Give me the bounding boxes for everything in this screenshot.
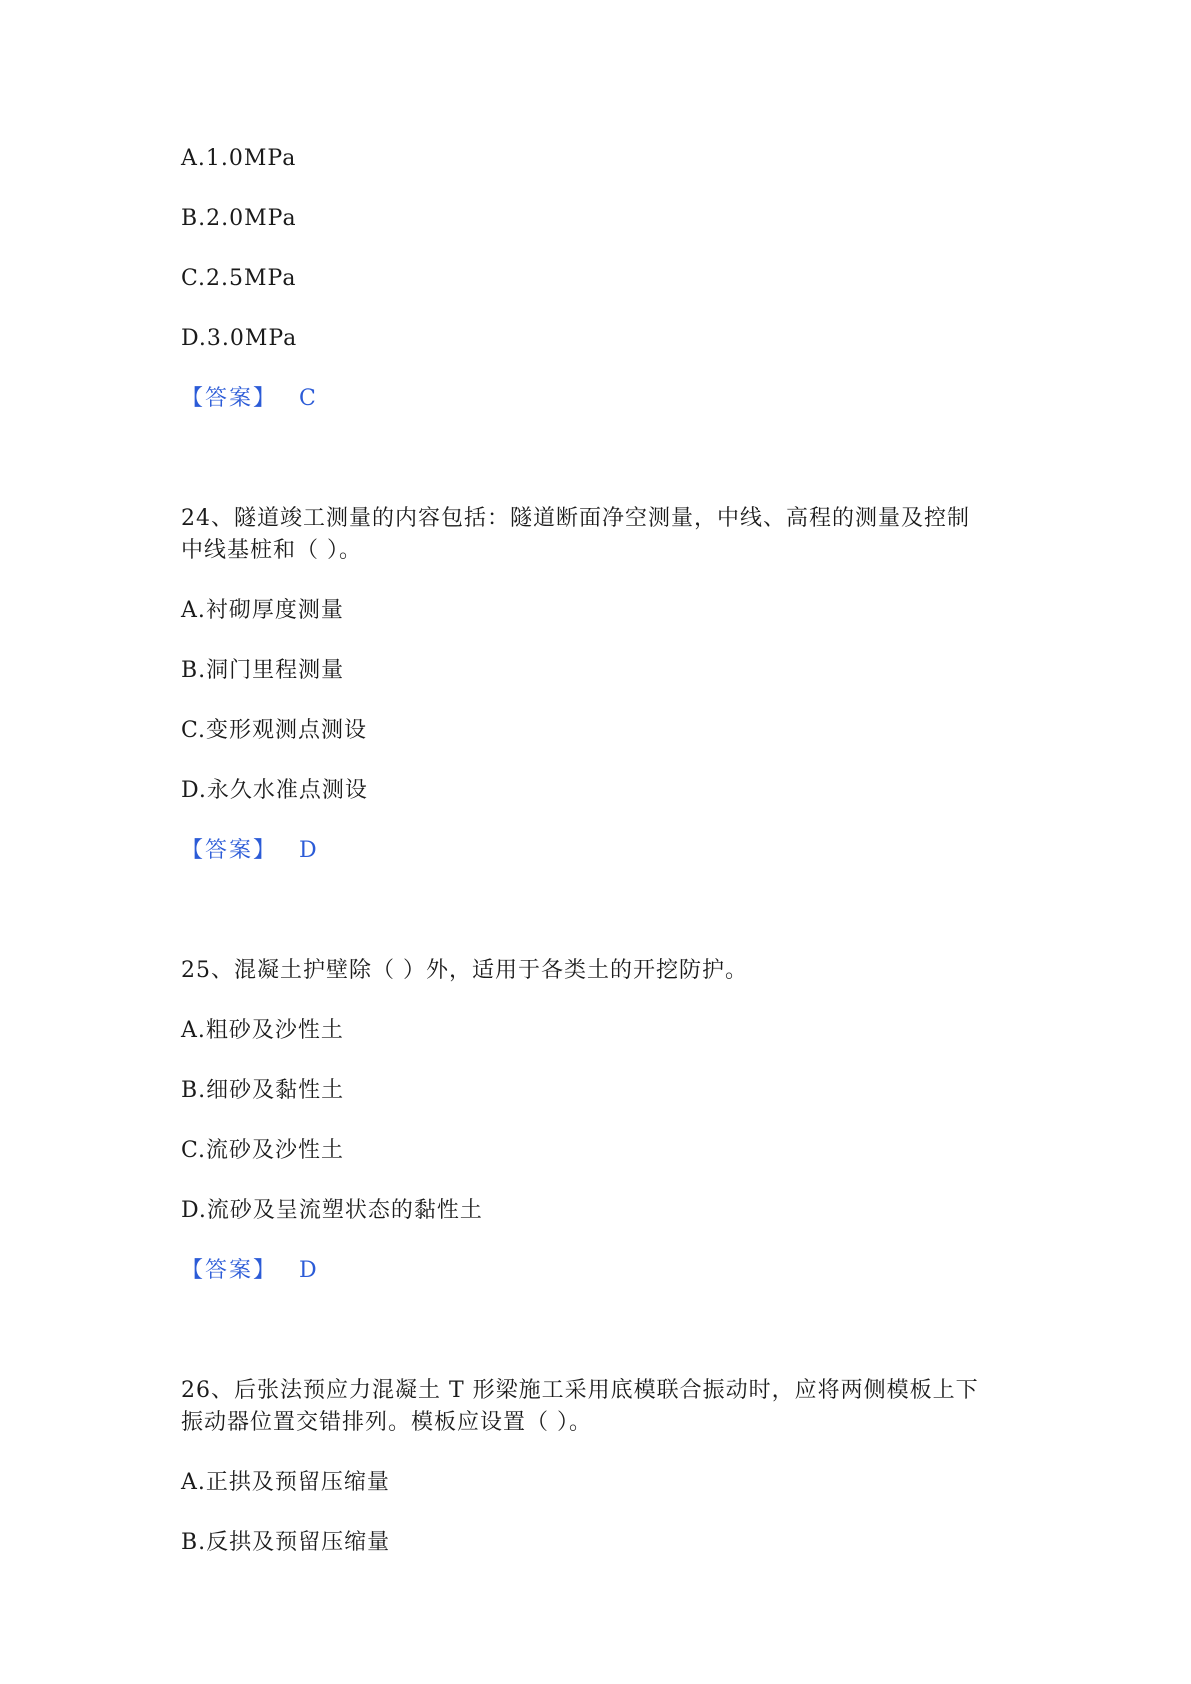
q23-answer: [181, 384, 316, 414]
q23-option-b: B.2.0MPa: [181, 206, 297, 231]
q24-option-c: C.变形观测点测设: [181, 718, 368, 743]
q23-answer-label: 【答案】: [181, 386, 278, 411]
q24-option-b: B.洞门里程测量: [181, 658, 345, 683]
q24-option-d: D.永久水准点测设: [181, 778, 368, 803]
q24-answer-value: D: [299, 838, 317, 863]
q24-stem-line1: 24、隧道竣工测量的内容包括：隧道断面净空测量，中线、高程的测量及控制: [181, 506, 970, 531]
q24-answer-label: 【答案】: [181, 838, 278, 863]
q25-answer: [181, 1256, 317, 1286]
q25-answer-label: 【答案】: [181, 1258, 278, 1283]
q24-answer: [181, 836, 317, 866]
q25-option-c: C.流砂及沙性土: [181, 1138, 345, 1163]
q25-answer-value: D: [299, 1258, 317, 1283]
q26-stem-line1: 26、后张法预应力混凝土 T 形梁施工采用底模联合振动时，应将两侧模板上下: [181, 1378, 979, 1403]
q26-option-b: B.反拱及预留压缩量: [181, 1530, 391, 1555]
q25-stem-line1: 25、混凝土护壁除（ ）外，适用于各类土的开挖防护。: [181, 958, 748, 983]
q26-stem-line2: 振动器位置交错排列。模板应设置（ ）。: [181, 1410, 592, 1435]
q26-option-a: A.正拱及预留压缩量: [181, 1470, 390, 1495]
q24-stem-line2: 中线基桩和（ ）。: [181, 538, 362, 563]
q25-option-d: D.流砂及呈流塑状态的黏性土: [181, 1198, 483, 1223]
q25-option-a: A.粗砂及沙性土: [181, 1018, 344, 1043]
q24-option-a: A.衬砌厚度测量: [181, 598, 344, 623]
q25-option-b: B.细砂及黏性土: [181, 1078, 345, 1103]
q23-answer-value: C: [299, 386, 316, 411]
q23-option-c: C.2.5MPa: [181, 266, 297, 291]
q23-option-a: A.1.0MPa: [181, 146, 297, 171]
q23-option-d: D.3.0MPa: [181, 326, 298, 351]
